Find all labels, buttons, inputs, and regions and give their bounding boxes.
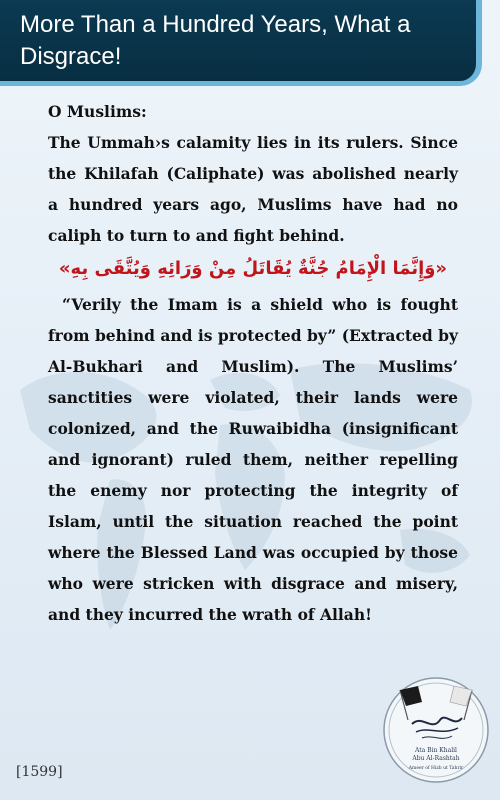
seal-line2: Abu Al-Rashtah: [412, 755, 460, 762]
arabic-hadith-quote: «وَإِنَّمَا الْإِمَامُ جُنَّةٌ يُقَاتَلُ مِنْ وَرَائِهِ وَيُتَّقَى بِهِ»: [58, 258, 448, 279]
seal-line1: Ata Bin Khalil: [415, 747, 457, 754]
page-title: More Than a Hundred Years, What a Disgrace!: [20, 11, 411, 70]
article-body: [48, 96, 458, 630]
paragraph-1: The Ummah›s calamity lies in its rulers. Since the Khilafah (Caliphate) was abolished nearly a hundred years ago, Muslims have had no caliph to turn to and fight behind.: [48, 133, 458, 245]
salutation: O Muslims:: [48, 102, 147, 121]
paragraph-2: “Verily the Imam is a shield who is fought from behind and is protected by” (Extracted by Al-Bukhari and Muslim). The Muslims’ sanctities were violated, their lands were colonized, and the Ruwaibidha (insignificant and ignorant) ruled them, neither repelling the enemy nor protecting the integrity of Islam, until the situation reached the point where the Blessed Land was occupied by those who were stricken with disgrace and misery, and they incurred the wrath of Allah!: [48, 295, 458, 624]
post-number: [1599]: [16, 764, 63, 780]
header-banner: [0, 0, 500, 86]
seal-logo: [382, 676, 490, 784]
seal-line3: Ameer of Hizb ut Tahrir: [408, 766, 464, 771]
